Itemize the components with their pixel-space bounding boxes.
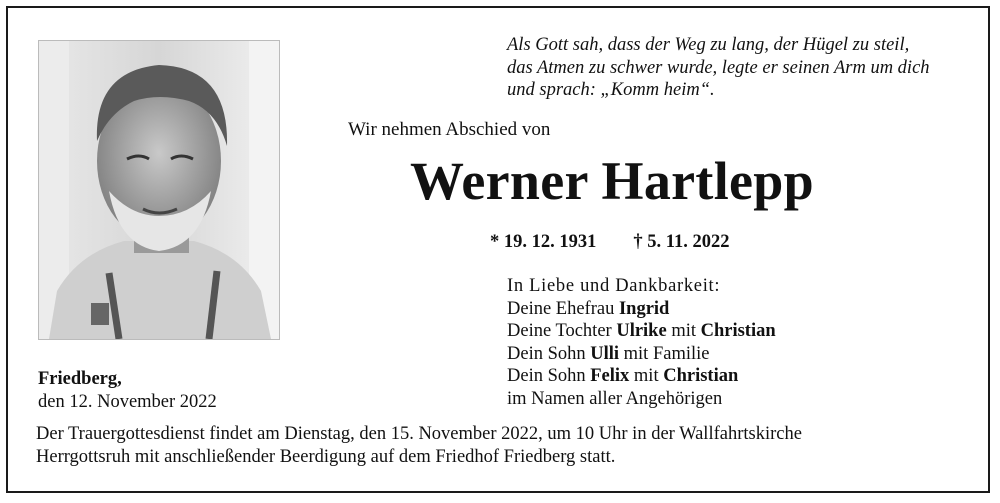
mourner-line: Dein Sohn Ulli mit Familie [507,343,710,364]
mourner-line: Deine Ehefrau Ingrid [507,298,670,319]
notice-date: den 12. November 2022 [38,391,217,412]
birth-date: * 19. 12. 1931 [490,232,597,252]
service-line: Der Trauergottesdienst findet am Dienstag, den 15. November 2022, um 10 Uhr in der Wallfahrtskirche [36,424,802,444]
verse-text [507,34,930,102]
deceased-name: Werner Hartlepp [410,151,814,211]
mourners-heading: In Liebe und Dankbarkeit: [507,276,721,296]
service-line: Herrgottsruh mit anschließender Beerdigung auf dem Friedhof Friedberg statt. [36,446,616,467]
mourners-list [507,275,776,410]
mourners-closing: im Namen aller Angehörigen [507,388,723,409]
death-date: † 5. 11. 2022 [633,232,730,252]
place-city: Friedberg, [38,369,122,389]
intro-text: Wir nehmen Abschied von [348,119,551,140]
mourner-line: Dein Sohn Felix mit Christian [507,366,739,386]
verse-line: Als Gott sah, dass der Weg zu lang, der Hügel zu steil, [507,35,910,55]
portrait-photo [38,40,280,340]
mourner-line: Deine Tochter Ulrike mit Christian [507,321,776,341]
service-info [36,423,802,468]
place-date [38,368,217,413]
verse-line: und sprach: „Komm heim“. [507,80,715,100]
verse-line: das Atmen zu schwer wurde, legte er seinen Arm um dich [507,57,930,78]
life-dates [490,232,729,253]
